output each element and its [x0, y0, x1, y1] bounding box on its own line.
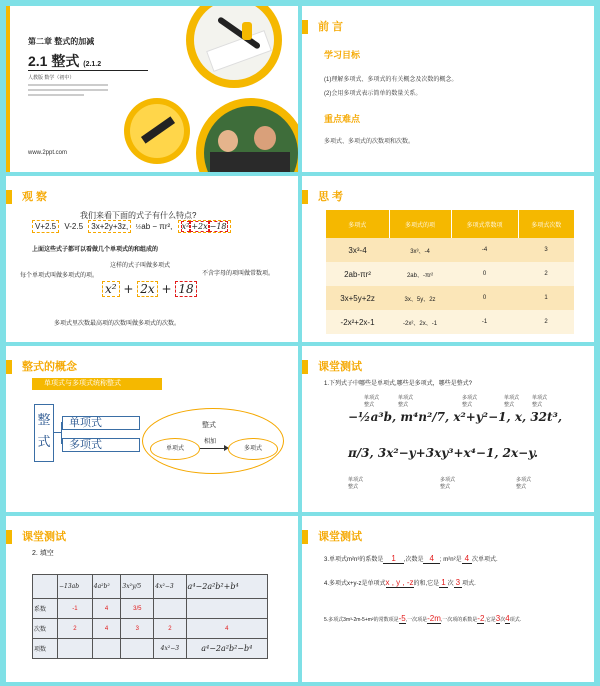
photo-circle-mid — [124, 98, 190, 164]
note-right: 不含字母的项叫做常数项。 — [202, 271, 275, 277]
table-cell: 2 — [154, 619, 186, 639]
table-cell: 2 — [544, 271, 548, 277]
formula-line-2: π/3, 3x²−y+3xy³+x⁴−1, 2x−y. — [348, 446, 539, 460]
table-cell: 4x²−3 — [154, 639, 186, 659]
slide-title: 课堂测试 — [318, 531, 362, 543]
photo-circle-top — [186, 6, 282, 88]
title-bar — [302, 190, 308, 204]
photo-circle-bottom — [196, 98, 298, 172]
goal-2: (2)会用多项式表示简单的数量关系。 — [324, 91, 422, 97]
fill-heading: 2. 填空 — [32, 550, 54, 557]
table-cell: 4 — [186, 619, 267, 639]
expr-4: ½ab − πr², — [135, 222, 173, 231]
oval-arrow — [200, 448, 226, 449]
cover-title — [28, 51, 101, 71]
oval-title: 整式 — [202, 422, 216, 429]
poly-box: 多项式 — [62, 438, 140, 452]
table-cell: 0 — [482, 295, 487, 301]
table-cell: -1 — [481, 319, 488, 325]
label: 多项式 整式 — [462, 395, 478, 408]
note-bottom: 多项式里次数最高项的次数叫做多项式的次数。 — [54, 321, 181, 327]
term-18: 18 — [175, 281, 196, 297]
slide-title: 课堂测试 — [22, 531, 66, 543]
table-cell — [58, 639, 93, 659]
title-bar — [302, 20, 308, 34]
cover-underline — [28, 70, 148, 71]
label: 单项式 整式 — [532, 395, 548, 408]
table-cell: 3x+5y+2z — [340, 293, 375, 303]
table-cell: 项数 — [33, 639, 58, 659]
note-left: 每个单项式叫做多项式的项。 — [20, 273, 99, 279]
title-bar — [6, 530, 12, 544]
table-cell: -2x²+2x-1 — [340, 317, 375, 327]
table-cell — [92, 639, 121, 659]
label: 单项式 整式 — [348, 477, 364, 490]
table-cell: 3 — [121, 619, 154, 639]
table-row — [326, 286, 574, 310]
table-cell: 3x、5y、2z — [404, 296, 436, 303]
site-url: www.2ppt.com — [28, 150, 68, 156]
table-cell: 3x³-4 — [348, 245, 367, 255]
cover-subtitle: (2.1.2 — [83, 61, 102, 68]
table-cell: 3x²y/5 — [121, 575, 154, 599]
slide-observe — [6, 176, 298, 342]
slide-title: 思 考 — [318, 191, 344, 203]
table-cell: -1 — [58, 599, 93, 619]
observe-question: 我们来看下面的式子有什么特点? — [80, 211, 197, 220]
table-header-row — [33, 575, 268, 599]
zheng-char: 整 — [37, 412, 51, 427]
table-cell: 2ab-πr² — [344, 269, 371, 279]
table-row — [33, 639, 268, 659]
table-cell: 3x³、-4 — [410, 248, 430, 255]
header-cell: 多项式 — [326, 210, 389, 238]
table-cell: 0 — [482, 271, 487, 277]
slide-think — [302, 176, 594, 342]
table-cell: 2 — [544, 319, 548, 325]
label: 多项式 整式 — [440, 477, 456, 490]
table-cell — [33, 575, 58, 599]
key-1: 多项式、多项式的次数项和次数。 — [324, 139, 415, 145]
slide-quiz-1 — [302, 346, 594, 512]
title-bar — [6, 190, 12, 204]
think-table — [326, 210, 574, 334]
formula-line-1: −½a³b, m⁴n²/7, x²+y²−1, x, 32t³, — [348, 410, 563, 424]
quiz-question: 1.下列式子中哪些是单项式,哪些是多项式，哪些是整式? — [324, 381, 473, 387]
publisher-label: 人教版 数学（初中） — [28, 75, 75, 81]
goal-1: (1)理解多项式、多项式的有关概念及次数的概念。 — [324, 77, 458, 83]
table-row — [326, 310, 574, 334]
table-cell: −13ab — [58, 575, 93, 599]
table-cell — [121, 639, 154, 659]
table-cell: 4a²b² — [92, 575, 121, 599]
table-cell: -2x²、2x、-1 — [403, 320, 438, 327]
oval-mono: 单项式 — [150, 438, 200, 460]
goal-heading: 学习目标 — [324, 50, 361, 60]
title-bar — [302, 530, 308, 544]
expr-5: x² +2x −18 — [178, 220, 231, 233]
term-x2: x² — [102, 281, 120, 297]
fill-table — [32, 574, 268, 659]
cover-fineprint — [28, 84, 108, 96]
polynomial-display: x² + 2x + 18 — [102, 282, 197, 296]
table-row — [33, 619, 268, 639]
chapter-label: 第二章 整式的加减 — [28, 37, 95, 46]
expr-1: V+2.5 — [32, 220, 59, 233]
header-cell: 多项式次数 — [531, 222, 562, 229]
table-cell: 次数 — [33, 619, 58, 639]
title-bar — [6, 360, 12, 374]
zheng-box — [34, 404, 54, 462]
table-cell: 系数 — [33, 599, 58, 619]
cover-title-text: 2.1 整式 — [28, 53, 80, 69]
note-top: 这样的式子叫做多项式 — [110, 263, 171, 269]
expr-2: V-2.5 — [64, 222, 84, 231]
label: 单项式 整式 — [398, 395, 414, 408]
table-cell: 4x²−3 — [154, 575, 186, 599]
table-cell — [154, 599, 186, 619]
cover-left-bar — [6, 6, 10, 172]
header-cell: 多项式的项 — [389, 210, 451, 238]
table-cell: 4 — [92, 619, 121, 639]
slide-title: 前 言 — [318, 21, 344, 33]
title-bar — [302, 360, 308, 374]
table-cell: 4 — [92, 599, 121, 619]
oval-poly: 多项式 — [228, 438, 278, 460]
slide-title: 课堂测试 — [318, 361, 362, 373]
table-cell: 2 — [58, 619, 93, 639]
table-cell: -4 — [481, 247, 488, 253]
table-cell: a⁴−2a²b²+b⁴ — [186, 575, 267, 599]
label: 单项式 整式 — [504, 395, 520, 408]
table-row — [326, 262, 574, 286]
table-header-row — [326, 210, 574, 238]
tree-connector — [53, 432, 61, 433]
key-heading: 重点难点 — [324, 114, 361, 124]
table-row — [33, 599, 268, 619]
label: 多项式 整式 — [516, 477, 532, 490]
table-cell: 3/5 — [121, 599, 154, 619]
label: 单项式 整式 — [364, 395, 380, 408]
table-cell — [186, 599, 267, 619]
slide-concept — [6, 346, 298, 512]
slide-preface — [302, 6, 594, 172]
slide-quiz-2 — [6, 516, 298, 682]
table-cell: 2ab、-πr² — [406, 272, 434, 279]
header-cell: 多项式常数项 — [451, 210, 518, 238]
mono-box: 单项式 — [62, 416, 140, 430]
question-5: 5.多项式3m³-2m-5+m²的常数项是-5,一次项是-2m,一次项的系数是-2,它是3次4项式. — [324, 614, 522, 623]
table-cell: a⁴−2a²b²−b⁴ — [186, 639, 267, 659]
slide-title: 观 察 — [22, 191, 48, 203]
oval-sum: 相加 — [204, 439, 217, 445]
table-row — [326, 238, 574, 262]
table-cell: 3 — [544, 247, 548, 253]
term-2x: 2x — [137, 281, 157, 297]
slide-title: 整式的概念 — [22, 361, 77, 373]
observe-line1: 上面这些式子都可以看做几个单项式的和组成的 — [32, 247, 159, 253]
slide-quiz-3 — [302, 516, 594, 682]
question-4: 4.多项式x+y-z是单项式x , y , -z的和,它是 1 次 3 项式. — [324, 578, 476, 587]
slide-cover — [6, 6, 298, 172]
expression-row — [32, 222, 231, 231]
table-cell: 1 — [544, 295, 548, 301]
shi-char: 式 — [37, 434, 51, 449]
definition-band: 单项式与多项式统称整式 — [32, 378, 162, 390]
question-3: 3.单项式m²n³的系数是 1 ,次数是 4 ; m²n²是 4 次单项式. — [324, 554, 498, 563]
expr-3: 3x+2y+3z, — [88, 220, 131, 233]
